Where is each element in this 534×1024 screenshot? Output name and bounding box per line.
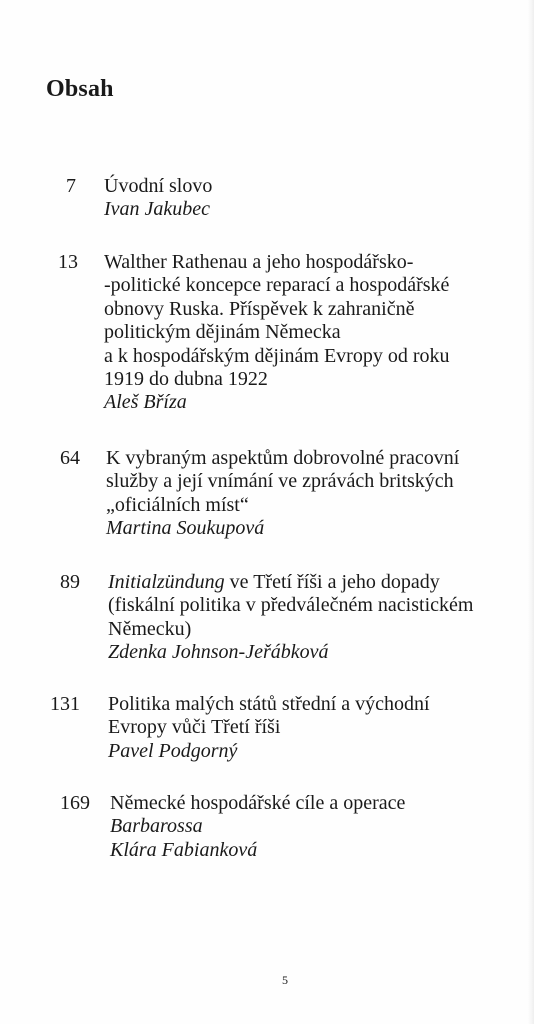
toc-title: Obsah: [46, 76, 114, 102]
toc-entry-title-line: „oficiálních míst“: [106, 493, 249, 516]
toc-entry-title-line: Politika malých států střední a východní: [108, 693, 430, 715]
toc-entry-body: [108, 571, 518, 665]
page-edge-shadow: [528, 0, 534, 1024]
toc-entry-body: [104, 251, 514, 415]
toc-entry-italic-term: Initialzündung: [108, 571, 225, 593]
toc-entry-title: Úvodní slovo: [104, 175, 213, 197]
toc-page-number: 89: [60, 571, 80, 593]
page-folio-number: 5: [282, 973, 288, 987]
toc-entry-title-line: Německé hospodářské cíle a operace: [110, 792, 406, 814]
toc-entry-body: [104, 175, 514, 222]
toc-entry-author: Aleš Bříza: [104, 391, 187, 414]
toc-entry-title-rest: ve Třetí říši a jeho dopady: [224, 571, 440, 593]
toc-entry-body: [108, 693, 518, 763]
toc-entry-author: Zdenka Johnson-Jeřábková: [108, 641, 329, 664]
toc-page-number: 131: [50, 693, 80, 715]
toc-entry-body: [106, 447, 516, 541]
toc-entry-title-line: Walther Rathenau a jeho hospodářsko-: [104, 251, 414, 273]
toc-entry-title-line: politickým dějinám Německa: [104, 321, 341, 344]
toc-entry-author: Klára Fabianková: [110, 838, 258, 861]
toc-page-number: 64: [60, 447, 80, 469]
toc-page-number: 13: [58, 251, 78, 273]
toc-entry-title-line: 1919 do dubna 1922: [104, 368, 268, 391]
toc-entry-author: Martina Soukupová: [106, 517, 265, 540]
toc-entry-body: [110, 792, 520, 862]
toc-page-number: 169: [60, 792, 90, 814]
toc-entry-title-line: [108, 571, 518, 594]
toc-entry-title-line: a k hospodářským dějinám Evropy od roku: [104, 344, 450, 367]
toc-entry-title-line: obnovy Ruska. Příspěvek k zahraničně: [104, 297, 415, 320]
toc-entry-title-line: služby a její vnímání ve zprávách britských: [106, 470, 454, 493]
toc-entry-title-line: Německu): [108, 617, 192, 640]
toc-entry-author: Ivan Jakubec: [104, 198, 211, 221]
toc-entry-title-line: K vybraným aspektům dobrovolné pracovní: [106, 447, 460, 469]
toc-entry-title-italic-continuation: Barbarossa: [110, 815, 203, 838]
toc-entry-title-line: -politické koncepce reparací a hospodářské: [104, 274, 450, 297]
toc-entry-title-line: Evropy vůči Třetí říši: [108, 716, 281, 739]
toc-entry-author: Pavel Podgorný: [108, 739, 238, 762]
toc-entry-title-line: (fiskální politika v předválečném nacistickém: [108, 594, 474, 617]
toc-page-number: 7: [66, 175, 76, 197]
